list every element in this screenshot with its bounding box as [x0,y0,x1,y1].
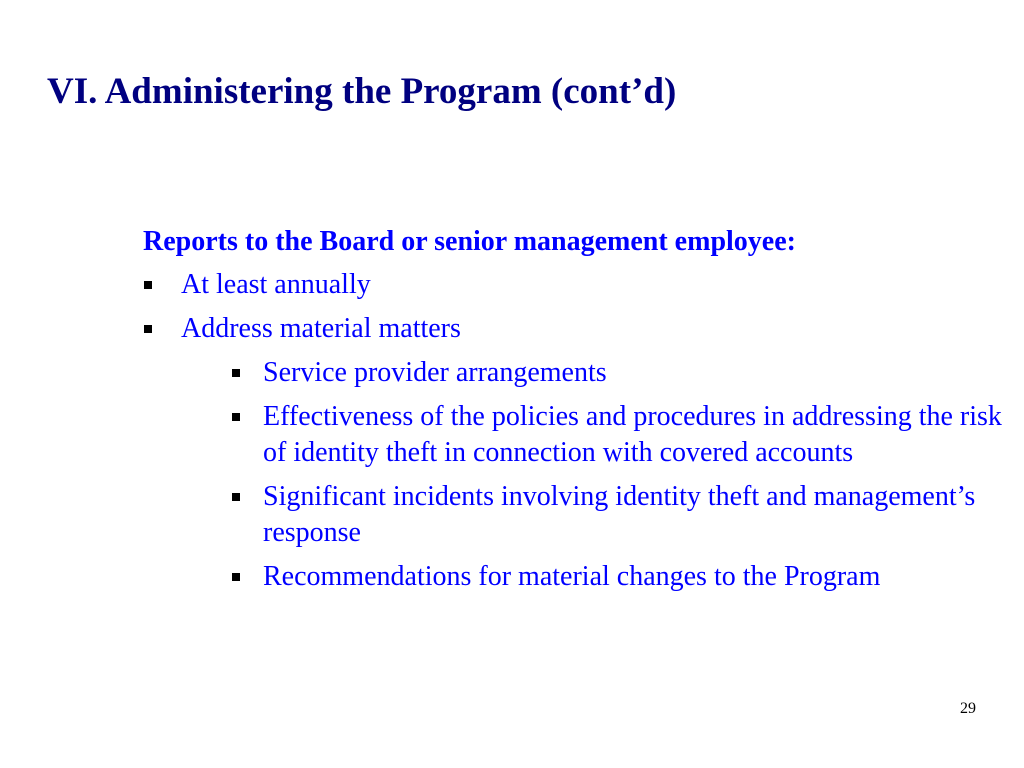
square-bullet-icon [232,369,240,377]
list-item-text: At least annually [181,269,371,300]
slide-body [143,224,1003,603]
sub-list-item-text: Service provider arrangements [263,357,607,388]
square-bullet-icon [232,493,240,501]
sub-list-item-text: Recommendations for material changes to the Program [263,561,881,592]
slide-title: VI. Administering the Program (cont’d) [47,71,677,112]
square-bullet-icon [232,573,240,581]
sub-list-item [219,479,1005,551]
sub-list-item [219,355,1005,391]
sub-list-item [219,399,1005,471]
sub-list-item-text: Effectiveness of the policies and procedures in addressing the risk of identity theft in connection with covered accounts [263,401,1002,468]
bullet-list [143,267,1003,595]
list-item-text: Address material matters [181,313,461,344]
sub-list-item [219,559,1005,595]
section-heading: Reports to the Board or senior management employee: [143,226,796,257]
sub-list-item-text: Significant incidents involving identity theft and management’s response [263,481,976,548]
list-item [143,311,1003,595]
sub-bullet-list [181,355,1003,595]
page-number: 29 [960,700,976,717]
list-item [143,267,1003,303]
square-bullet-icon [144,281,152,289]
square-bullet-icon [232,413,240,421]
square-bullet-icon [144,325,152,333]
